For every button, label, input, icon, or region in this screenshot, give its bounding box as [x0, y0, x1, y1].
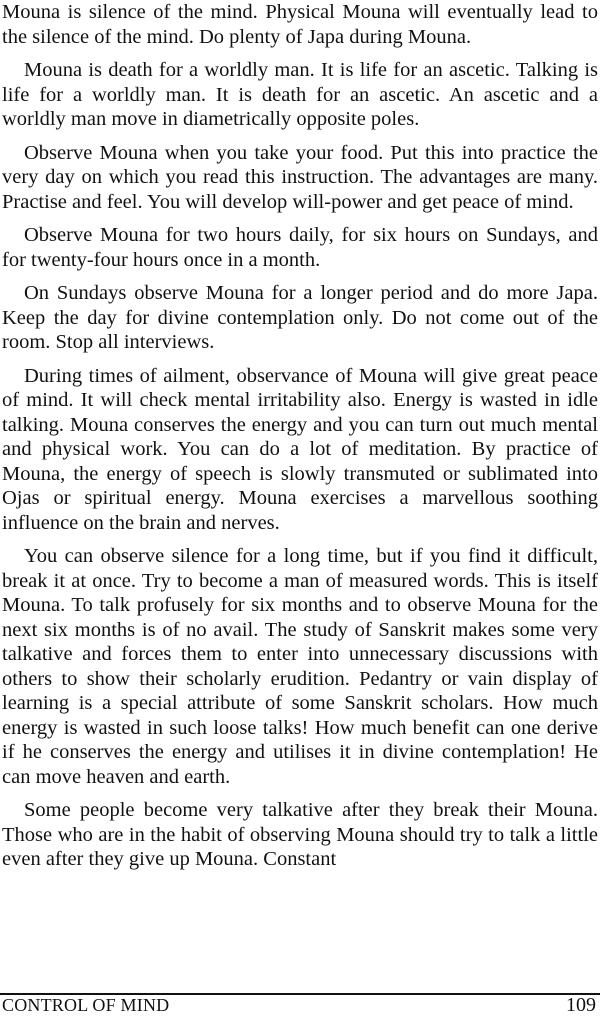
- paragraph: Some people become very talkative after they break their Mouna. Those who are in the habit of observing Mouna should try to talk a little even after they give up Mouna. Constant: [2, 799, 598, 870]
- page-number: 109: [566, 994, 596, 1016]
- page-footer: [2, 994, 596, 1016]
- paragraph-continued: Mouna is silence of the mind. Physical Mouna will eventually lead to the silence of the mind. Do plenty of Japa during Mouna.: [2, 1, 598, 48]
- paragraph: During times of ailment, observance of Mouna will give great peace of mind. It will check mental irritability also. Energy is wasted in idle talking. Mouna conserves the energy and you can turn out much mental and physical work. You can do a lot of meditation. By practice of Mouna, the energy of speech is slowly transmuted or sublimated into Ojas or spiritual energy. Mouna exercises a marvellous soothing influence on the brain and nerves.: [2, 364, 598, 534]
- paragraph: Mouna is death for a worldly man. It is life for an ascetic. Talking is life for a worldly man. It is death for an ascetic. An ascetic and a worldly man move in diametrically opposite poles.: [2, 59, 598, 130]
- paragraph: On Sundays observe Mouna for a longer period and do more Japa. Keep the day for divine contemplation only. Do not come out of the room. Stop all interviews.: [2, 282, 598, 353]
- paragraph: You can observe silence for a long time, but if you find it difficult, break it at once. Try to become a man of measured words. This is itself Mouna. To talk profusely for six months and to observe Mouna for the next six months is of no avail. The study of Sanskrit makes some very talkative and forces them to enter into unnecessary discussions with others to show their scholarly erudition. Pedantry or vain display of learning is a special attribute of some Sanskrit scholars. How much energy is wasted in such loose talks! How much benefit can one derive if he conserves the energy and utilises it in divine contemplation! He can move heaven and earth.: [2, 545, 598, 788]
- paragraph: Observe Mouna for two hours daily, for six hours on Sundays, and for twenty-four hours once in a month.: [2, 224, 598, 271]
- running-title: CONTROL OF MIND: [2, 995, 170, 1015]
- paragraph: Observe Mouna when you take your food. Put this into practice the very day on which you read this instruction. The advantages are many. Practise and feel. You will develop will-power and get peace of mind.: [2, 141, 598, 213]
